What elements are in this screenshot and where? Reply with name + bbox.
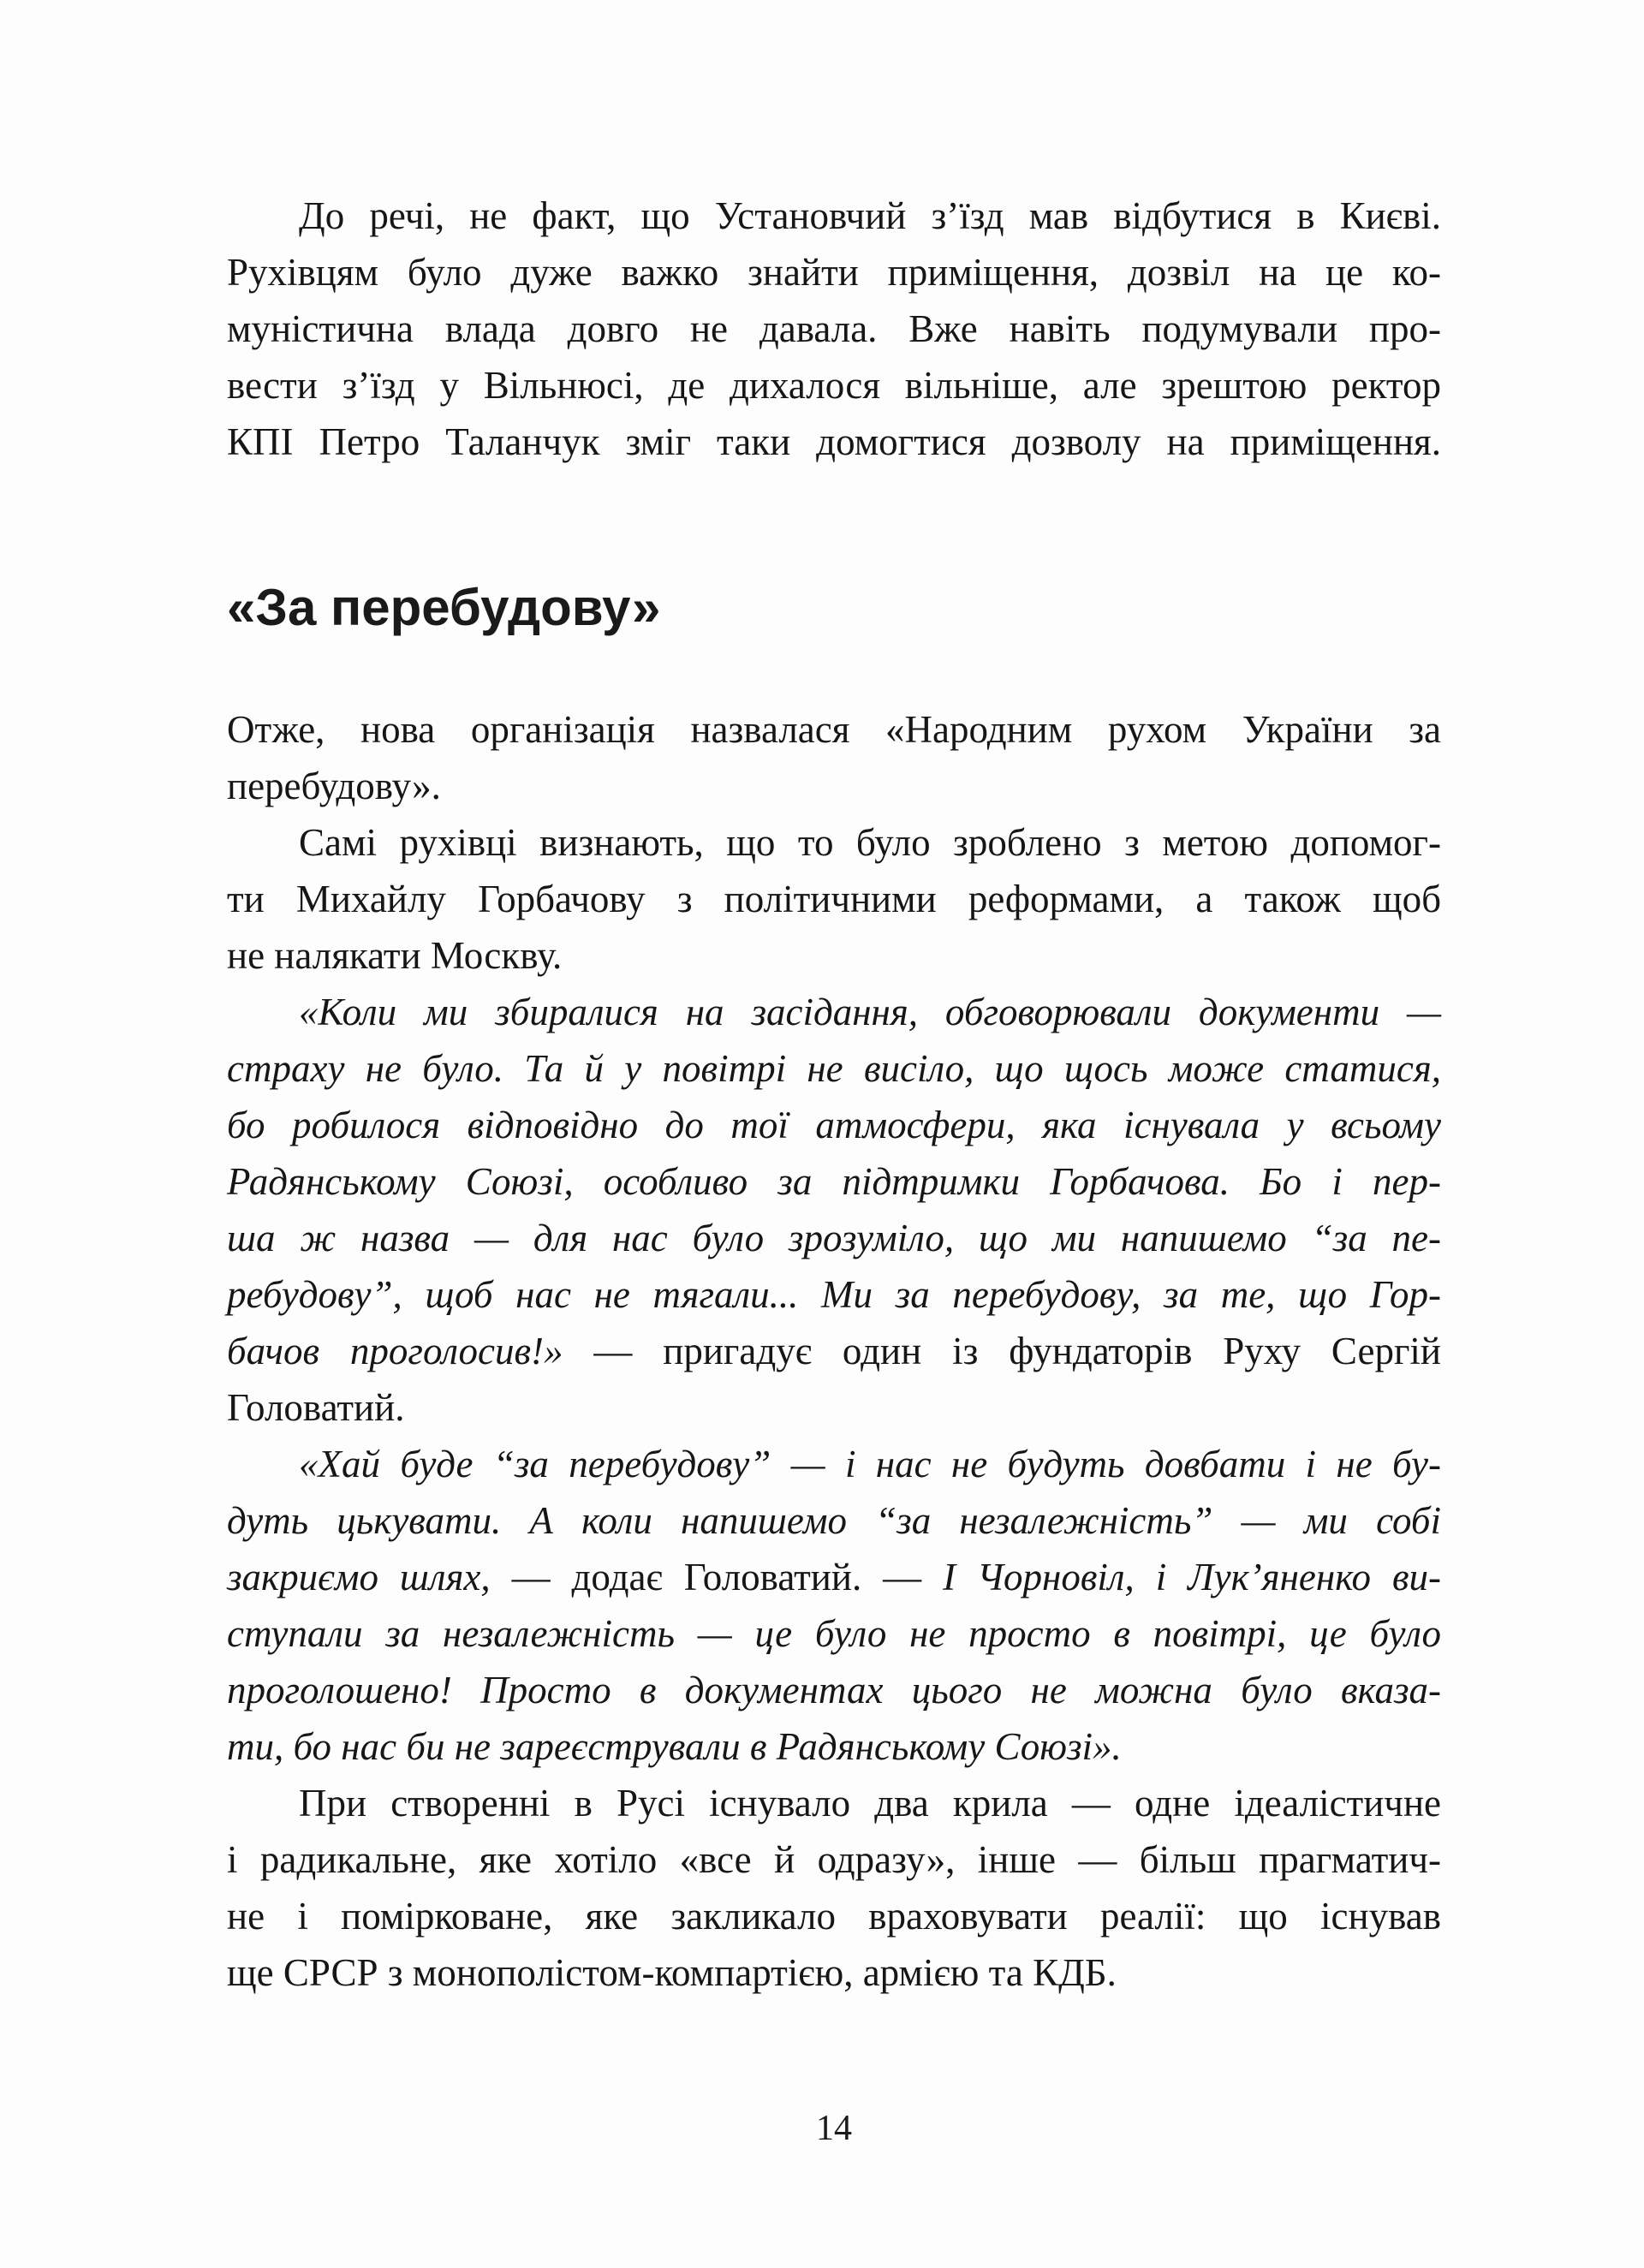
- text-line: КПІ Петро Таланчук зміг таки домогтися дозволу на приміщення.: [227, 420, 1441, 463]
- text-line: вести з’їзд у Вільнюсі, де дихалося вільніше, але зрештою ректор: [227, 364, 1441, 407]
- text-line: ти, бо нас би не зареєстрували в Радянському Союзі».: [227, 1725, 1122, 1768]
- text-line: страху не було. Та й у повітрі не висіло, що щось може статися,: [227, 1047, 1441, 1090]
- text-line: Отже, нова організація назвалася «Народним рухом України за: [227, 708, 1441, 751]
- attribution-fragment: — додає Головатий. —: [511, 1556, 922, 1598]
- text-line: [227, 1549, 1441, 1605]
- text-line: ша ж назва — для нас було зрозуміло, що ми напишемо “за пе-: [227, 1217, 1441, 1259]
- text-line: проголошено! Просто в документах цього не можна було вказа-: [227, 1669, 1441, 1711]
- text-line: «Коли ми збиралися на засідання, обговорювали документи —: [299, 991, 1441, 1033]
- text-line: ребудову”, щоб нас не тягали... Ми за перебудову, за те, що Гор-: [227, 1273, 1441, 1316]
- paragraph-quote-1: [227, 984, 1441, 1436]
- text-line: ступали за незалежність — це було не просто в повітрі, це було: [227, 1612, 1441, 1655]
- text-line: перебудову».: [227, 765, 441, 807]
- paragraph-naming: [227, 701, 1441, 814]
- text-line: муністична влада довго не давала. Вже навіть подумували про-: [227, 307, 1441, 350]
- text-line: ти Михайлу Горбачову з політичними реформами, а також щоб: [227, 878, 1441, 920]
- text-line: Радянському Союзі, особливо за підтримки Горбачова. Бо і пер-: [227, 1160, 1441, 1203]
- text-line: дуть цькувати. А коли напишемо “за незалежність” — ми собі: [227, 1499, 1441, 1542]
- text-line: не налякати Москву.: [227, 934, 563, 977]
- text-line: ще СРСР з монополістом-компартією, армією та КДБ.: [227, 1951, 1117, 1994]
- quote-fragment: І Чорновіл, і Лук’яненко ви-: [943, 1556, 1442, 1598]
- text-line: До речі, не факт, що Установчий з’їзд мав відбутися в Києві.: [299, 194, 1441, 237]
- text-line: [227, 1323, 1441, 1379]
- text-line: і радикальне, яке хотіло «все й одразу», інше — більш прагматич-: [227, 1838, 1441, 1881]
- text-line: бо робилося відповідно до тої атмосфери, яка існувала у всьому: [227, 1104, 1441, 1146]
- text-line: Самі рухівці визнають, що то було зроблено з метою допомог-: [299, 821, 1441, 864]
- text-line: не і помірковане, яке закликало враховувати реалії: що існував: [227, 1895, 1441, 1938]
- attribution-fragment: — пригадує один із фундаторів Руху Сергій: [593, 1330, 1441, 1372]
- text-line: Головатий.: [227, 1386, 405, 1429]
- page-number: 14: [816, 2109, 852, 2148]
- text-line: Рухівцям було дуже важко знайти приміщення, дозвіл на це ко-: [227, 251, 1441, 294]
- paragraph-motive: [227, 814, 1441, 984]
- quote-fragment: закриємо шлях,: [227, 1556, 491, 1598]
- paragraph-intro: [227, 188, 1441, 470]
- paragraph-quote-2: [227, 1436, 1441, 1775]
- quote-fragment: бачов проголосив!»: [227, 1330, 563, 1372]
- section-heading: «За перебудову»: [227, 579, 661, 636]
- text-line: «Хай буде “за перебудову” — і нас не будуть довбати і не бу-: [299, 1443, 1441, 1485]
- paragraph-wings: [227, 1775, 1441, 2001]
- text-line: При створенні в Русі існувало два крила — одне ідеалістичне: [299, 1782, 1441, 1825]
